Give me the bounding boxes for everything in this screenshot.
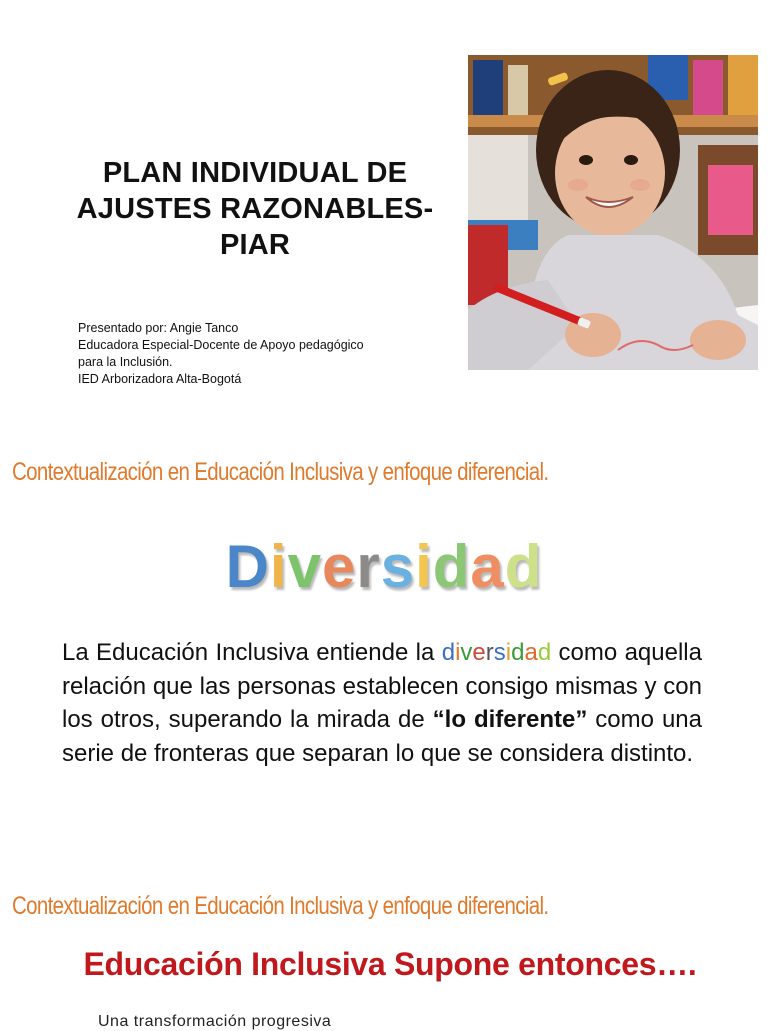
cover-title [40, 155, 470, 263]
presenter-line: Presentado por: Angie Tanco [78, 321, 239, 335]
diversidad-letter: d [511, 639, 525, 666]
diversidad-letter: v [460, 639, 473, 666]
diversidad-letter: d [537, 639, 552, 666]
cut-off-text: Una transformación progresiva [98, 1013, 332, 1030]
word-art-letter: r [356, 533, 381, 600]
section-heading: Contextualización en Educación Inclusiva y enfoque diferencial. [12, 458, 549, 486]
word-art-letter: d [432, 533, 471, 600]
child-drawing-photo [468, 55, 758, 370]
red-heading: Educación Inclusiva Supone entonces…. [83, 946, 697, 982]
diversidad-letter: r [485, 639, 494, 666]
word-art-letter: d [504, 533, 543, 600]
word-art-letter: s [380, 533, 416, 600]
paragraph-text-before: La Educación Inclusiva entiende la [62, 639, 442, 666]
word-art-letter: a [470, 533, 505, 600]
diversidad-letter: d [441, 639, 456, 666]
cover-title-line: AJUSTES RAZONABLES- [76, 193, 434, 225]
word-art-letter: v [287, 533, 322, 600]
diversidad-letter: i [455, 639, 461, 666]
paragraph-text-middle: como aquella relación que las personas establecen consigo mismas y con los otros, superando la mirada de [62, 639, 702, 733]
diversidad-letter: e [472, 639, 486, 666]
diversidad-letter: s [493, 639, 506, 666]
word-art-letter: e [321, 533, 357, 600]
diversidad-word-art [0, 527, 768, 607]
cover-title-line: PLAN INDIVIDUAL DE [102, 157, 408, 189]
cover-title-line: PIAR [219, 229, 291, 261]
presenter-line: Educadora Especial-Docente de Apoyo pedagógico [78, 338, 364, 352]
diversidad-letter: i [505, 639, 512, 666]
diversidad-colored-word [442, 639, 551, 666]
word-art-letter: i [415, 533, 433, 600]
paragraph-bold-phrase: “lo diferente” [432, 706, 588, 733]
inclusive-education-paragraph [62, 636, 702, 770]
section-heading: Contextualización en Educación Inclusiva y enfoque diferencial. [12, 892, 549, 920]
word-art-letter: D [225, 533, 270, 600]
presenter-line: para la Inclusión. [78, 355, 173, 369]
presenter-info [78, 320, 408, 388]
word-art-letter: i [269, 533, 288, 600]
diversidad-letter: a [524, 639, 538, 666]
presenter-line: IED Arborizadora Alta-Bogotá [78, 372, 242, 386]
paragraph-text-after: como una serie de fronteras que separan lo que se considera distinto. [62, 706, 702, 767]
